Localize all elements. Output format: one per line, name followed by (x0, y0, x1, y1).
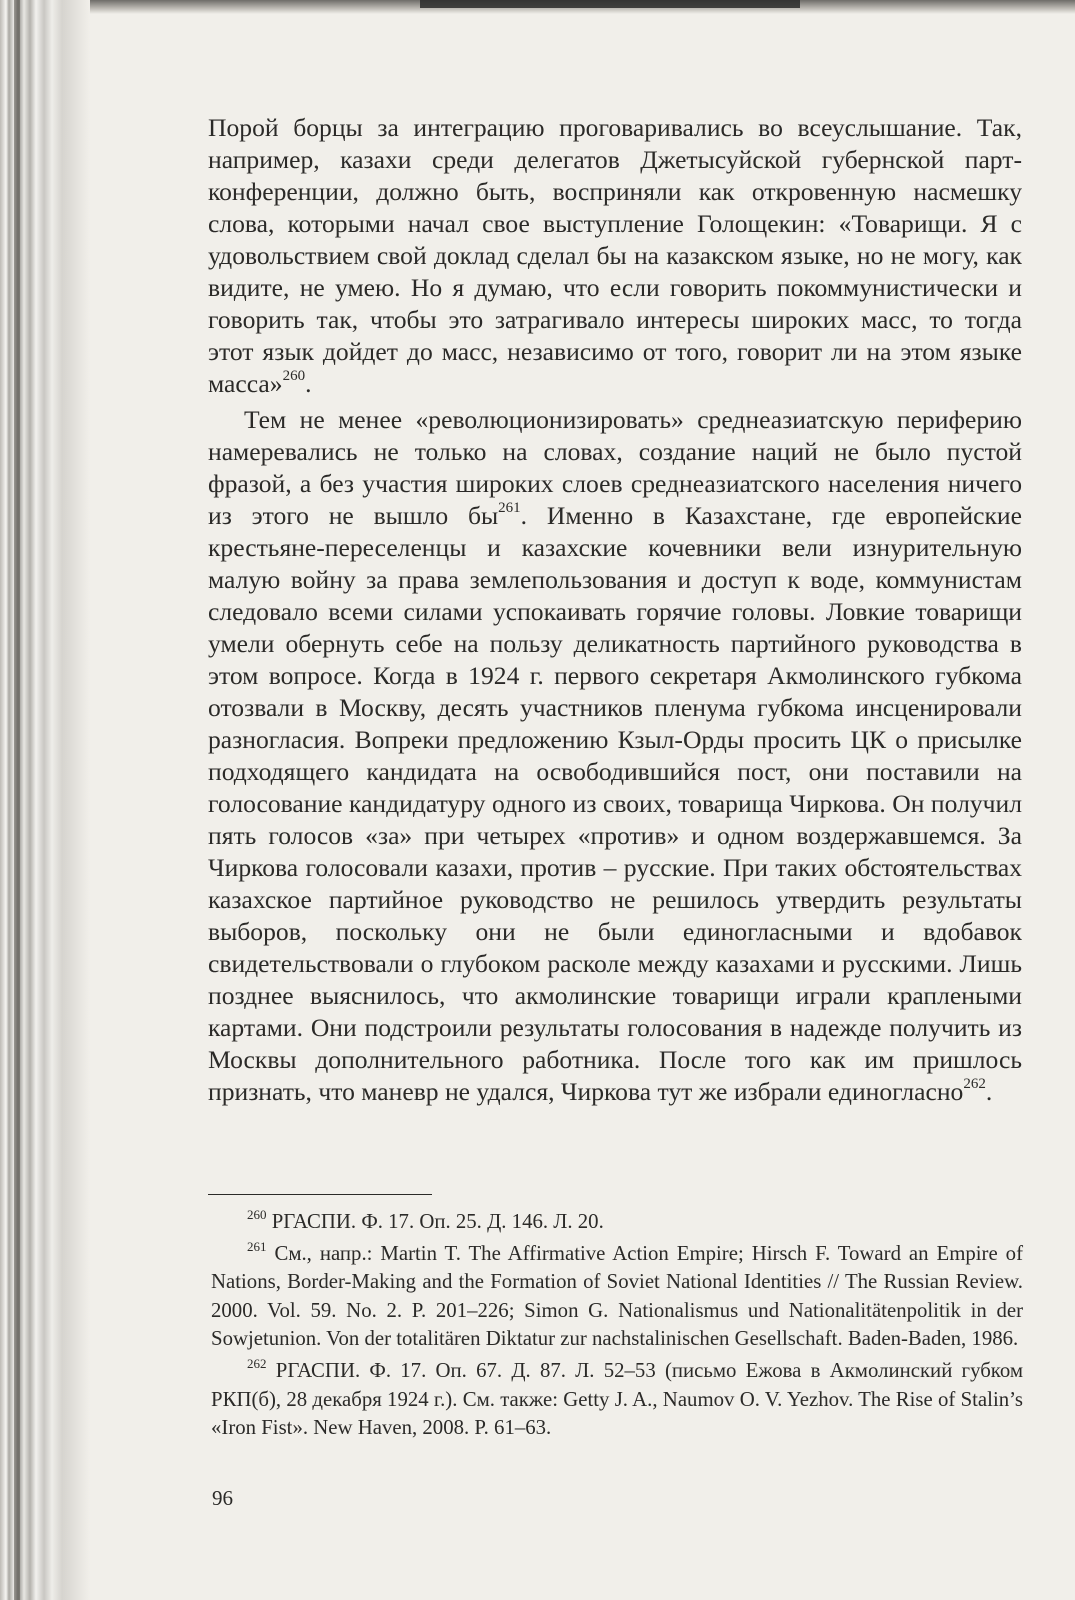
paragraph-end: . (985, 1077, 993, 1106)
footnote-ref-260[interactable]: 260 (282, 368, 306, 385)
paragraph-tail: . (305, 369, 312, 398)
footnote-ref-261[interactable]: 261 (498, 500, 521, 517)
footnote-number: 262 (247, 1356, 267, 1372)
footnote-262 (211, 1357, 1023, 1443)
paragraph-2 (208, 404, 1022, 1108)
footnote-ref-262[interactable]: 262 (963, 1076, 986, 1093)
footnote-separator (208, 1194, 432, 1195)
footnote-text: РГАСПИ. Ф. 17. Оп. 25. Д. 146. Л. 20. (271, 1210, 604, 1233)
footnote-number: 260 (247, 1207, 267, 1223)
footnote-261 (211, 1240, 1023, 1354)
page-top-dark-edge (420, 0, 800, 8)
paragraph-1 (208, 112, 1022, 400)
footnote-text: См., напр.: Martin T. The Affirmative Action Empire; Hirsch F. Toward an Empire of Nations, Border-Making and the Formation of Soviet National Identities // The Russian Review. 2000. Vol. 59. No. 2. P. 201–226; Simon G. Nationalismus und Nationalitätenpolitik in der Sowjetunion. Von der totalitären Diktatur zur nachstalinischen Gesellschaft. Baden-Baden, 1986. (211, 1241, 1023, 1351)
paragraph-text: Тем не менее «революционизировать» среднеазиатскую периферию намеревались не только на словах, создание наций не было пустой фразой, а без участия широких слоев среднеазиатского населения ничего из этого не вышло бы (208, 405, 1022, 530)
main-text (208, 112, 1022, 1108)
footnotes (211, 1208, 1023, 1446)
footnote-260 (211, 1208, 1023, 1237)
page-number: 96 (212, 1486, 233, 1510)
footnote-number: 261 (247, 1238, 267, 1254)
binding-shadow-line (14, 0, 20, 1600)
footnote-text: РГАСПИ. Ф. 17. Оп. 67. Д. 87. Л. 52–53 (письмо Ежова в Акмолинский губком РКП(б), 28 декабря 1924 г.). См. также: Getty J. A., Naumov O. V. Yezhov. The Rise of Stalin’s «Iron Fist». New Haven, 2008. P. 61–63. (211, 1358, 1024, 1440)
paragraph-text: Порой борцы за интеграцию проговаривались во всеуслышание. Так, например, казахи среди делегатов Джетысуйской губернской партконференции, должно быть, восприняли как откровенную насмешку слова, которыми начал свое выступление Голощекин: «Товарищи. Я с удовольствием свой доклад сделал бы на казакском языке, но не могу, как видите, не умею. Но я думаю, что если говорить покоммунистически и говорить так, чтобы это затрагивало интересы широких масс, то тогда этот язык дойдет до масс, независимо от того, говорит ли на этом языке масса» (208, 113, 1022, 398)
paragraph-text-continued: . Именно в Казахстане, где европейские крестьяне-переселенцы и казахские кочевники вели изнурительную малую войну за права землепользования и доступ к воде, коммунистам следовало всеми силами успокаивать горячие головы. Ловкие товарищи умели обернуть себе на пользу деликатность партийного руководства в этом вопросе. Когда в 1924 г. первого секретаря Акмолинского губкома отозвали в Москву, десять участников пленума губкома инсценировали разногласия. Вопреки предложению Кзыл-Орды просить ЦК о присылке подходящего кандидата на освободившийся пост, они поставили на голосование кандидатуру одного из своих, товарища Чиркова. Он получил пять голосов «за» при четырех «против» и одном воздержавшемся. За Чиркова голосовали казахи, против – русские. При таких обстоятельствах казахское партийное руководство не решилось утвердить результаты выборов, поскольку они не были единогласными и вдобавок свидетельствовали о глубоком расколе между казахами и русскими. Лишь позднее выяснилось, что акмолинские товарищи играли краплеными картами. Они подстроили результаты голосования в надежде получить из Москвы дополнительного работника. После того как им пришлось признать, что маневр не удался, Чиркова тут же избрали единогласно (208, 501, 1022, 1106)
